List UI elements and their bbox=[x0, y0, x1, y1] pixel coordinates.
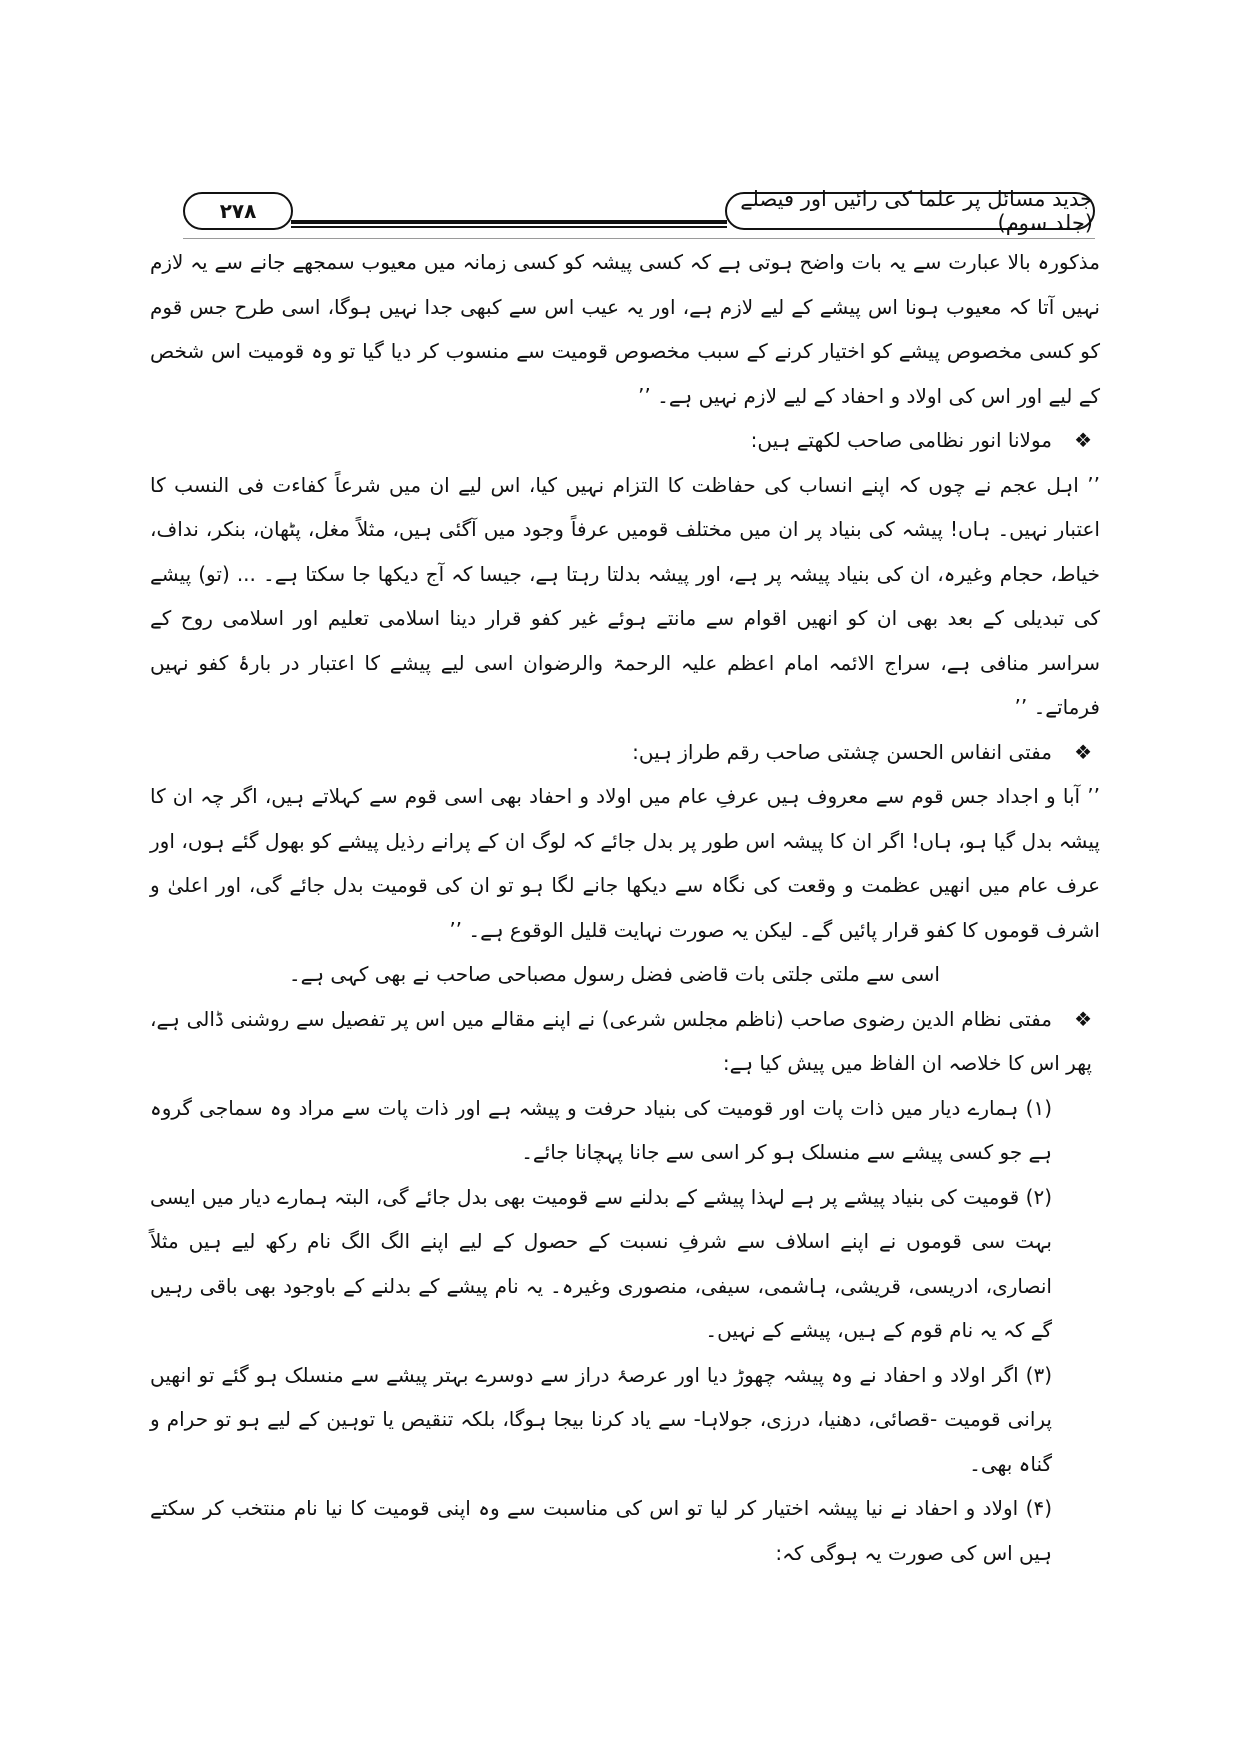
numbered-point bbox=[150, 1086, 1100, 1175]
point-number: (۱) bbox=[1025, 1095, 1053, 1120]
header-rule-thick bbox=[291, 220, 727, 224]
numbered-point bbox=[150, 1175, 1100, 1353]
note-line: اسی سے ملتی جلتی بات قاضی فضل رسول مصباحی صاحب نے بھی کہی ہے۔ bbox=[288, 962, 940, 986]
bullet-heading bbox=[150, 730, 1100, 775]
bullet-heading bbox=[150, 997, 1100, 1086]
point-text: اگر اولاد و احفاد نے وہ پیشہ چھوڑ دیا اور عرصۂ دراز سے دوسرے بہتر پیشے سے منسلک ہو گئے تو انھیں پرانی قومیت -قصائی، دھنیا، درزی، جولاہا- سے یاد کرنا بیجا ہوگا، بلکہ تنقیص یا توہین کے لیے ہو تو حرام و گناہ بھی۔ bbox=[150, 1362, 1052, 1476]
bullet-heading-text: مفتی انفاس الحسن چشتی صاحب رقم طراز ہیں: bbox=[632, 739, 1052, 764]
point-number: (۳) bbox=[1025, 1362, 1052, 1387]
bullet-heading bbox=[150, 418, 1100, 463]
running-header bbox=[183, 187, 1095, 235]
four-diamond-bullet-icon: ❖ bbox=[1074, 428, 1092, 452]
quote-paragraph: ’’ اہل عجم نے چوں کہ اپنے انساب کی حفاظت کا التزام نہیں کیا، اس لیے ان میں شرعاً کفاءت فی النسب کا اعتبار نہیں۔ ہاں! پیشہ کی بنیاد پر ان میں مختلف قومیں عرفاً وجود میں آگئی ہیں، مثلاً مغل، پٹھان، بنکر، نداف، خیاط، حجام وغیرہ، ان کی بنیاد پیشہ پر ہے، اور پیشہ بدلتا رہتا ہے، جیسا کہ آج دیکھا جا سکتا ہے۔ ... (تو) پیشے کی تبدیلی کے بعد بھی ان کو انھیں اقوام سے مانتے ہوئے غیر کفو قرار دینا اسلامی تعلیم اور اسلامی روح کے سراسر منافی ہے، سراج الائمہ امام اعظم علیہ الرحمۃ والرضوان اسی لیے پیشے کا اعتبار در بارۂ کفو نہیں فرماتے۔ ’’ bbox=[150, 472, 1100, 719]
page-number: ۲۷۸ bbox=[183, 192, 293, 230]
point-text: قومیت کی بنیاد پیشے پر ہے لہذا پیشے کے بدلنے سے قومیت بھی بدل جائے گی، البتہ ہمارے دیار میں ایسی بہت سی قوموں نے اپنے اسلاف سے شرفِ نسبت کے حصول کے لیے اپنے الگ الگ نام رکھ لیے ہیں مثلاً انصاری، ادریسی، قریشی، ہاشمی، سیفی، منصوری وغیرہ۔ یہ نام پیشے کے بدلنے کے باوجود بھی باقی رہیں گے کہ یہ نام قوم کے ہیں، پیشے کے نہیں۔ bbox=[150, 1184, 1052, 1342]
quote-paragraph: ’’ آبا و اجداد جس قوم سے معروف ہیں عرفِ عام میں اولاد و احفاد بھی اسی قوم سے کہلاتے ہیں، اگر چہ ان کا پیشہ بدل گیا ہو، ہاں! اگر ان کا پیشہ اس طور پر بدل جائے کہ لوگ ان کے پرانے رذیل پیشے کو بھول گئے ہوں، اور عرف عام میں انھیں عظمت و وقعت کی نگاہ سے دیکھا جانے لگا ہو تو ان کی قومیت بدل جائے گی، اور اعلیٰ و اشرف قوموں کا کفو قرار پائیں گے۔ لیکن یہ صورت نہایت قلیل الوقوع ہے۔ ’’ bbox=[150, 784, 1100, 942]
paragraph-conclusion: مذکورہ بالا عبارت سے یہ بات واضح ہوتی ہے کہ کسی پیشہ کو کسی زمانہ میں معیوب سمجھے جانے سے یہ لازم نہیں آتا کہ معیوب ہونا اس پیشے کے لیے لازم ہے، اور یہ عیب اس سے کبھی جدا نہیں ہوگا، اسی طرح جس قوم کو کسی مخصوص پیشے کو اختیار کرنے کے سبب مخصوص قومیت سے منسوب کر دیا گیا تو وہ قومیت اس شخص کے لیے اور اس کی اولاد و احفاد کے لیے لازم نہیں ہے۔ ’’ bbox=[150, 250, 1100, 408]
book-title: جدید مسائل پر علما کی رائیں اور فیصلے (جلد سوم) bbox=[725, 192, 1095, 230]
four-diamond-bullet-icon: ❖ bbox=[1074, 739, 1092, 764]
page-body bbox=[150, 240, 1100, 1575]
point-text: ہمارے دیار میں ذات پات اور قومیت کی بنیاد حرفت و پیشہ ہے اور ذات پات سے مراد وہ سماجی گروہ ہے جو کسی پیشے سے منسلک ہو کر اسی سے جانا پہچانا جائے۔ bbox=[150, 1095, 1052, 1164]
header-rule-thin bbox=[291, 226, 727, 228]
point-number: (۲) bbox=[1025, 1184, 1053, 1209]
four-diamond-bullet-icon: ❖ bbox=[1074, 1006, 1092, 1031]
bullet-heading-text: مفتی نظام الدین رضوی صاحب (ناظم مجلس شرعی) نے اپنے مقالے میں اس پر تفصیل سے روشنی ڈالی ہے، پھر اس کا خلاصہ ان الفاظ میں پیش کیا ہے: bbox=[150, 1006, 1092, 1075]
point-text: اولاد و احفاد نے نیا پیشہ اختیار کر لیا تو اس کی مناسبت سے وہ اپنی قومیت کا نیا نام منتخب کر سکتے ہیں اس کی صورت یہ ہوگی کہ: bbox=[150, 1496, 1052, 1565]
numbered-point bbox=[150, 1353, 1100, 1487]
header-divider bbox=[183, 238, 1095, 239]
bullet-heading-text: مولانا انور نظامی صاحب لکھتے ہیں: bbox=[750, 428, 1052, 452]
point-number: (۴) bbox=[1025, 1496, 1053, 1520]
numbered-point bbox=[150, 1486, 1100, 1575]
